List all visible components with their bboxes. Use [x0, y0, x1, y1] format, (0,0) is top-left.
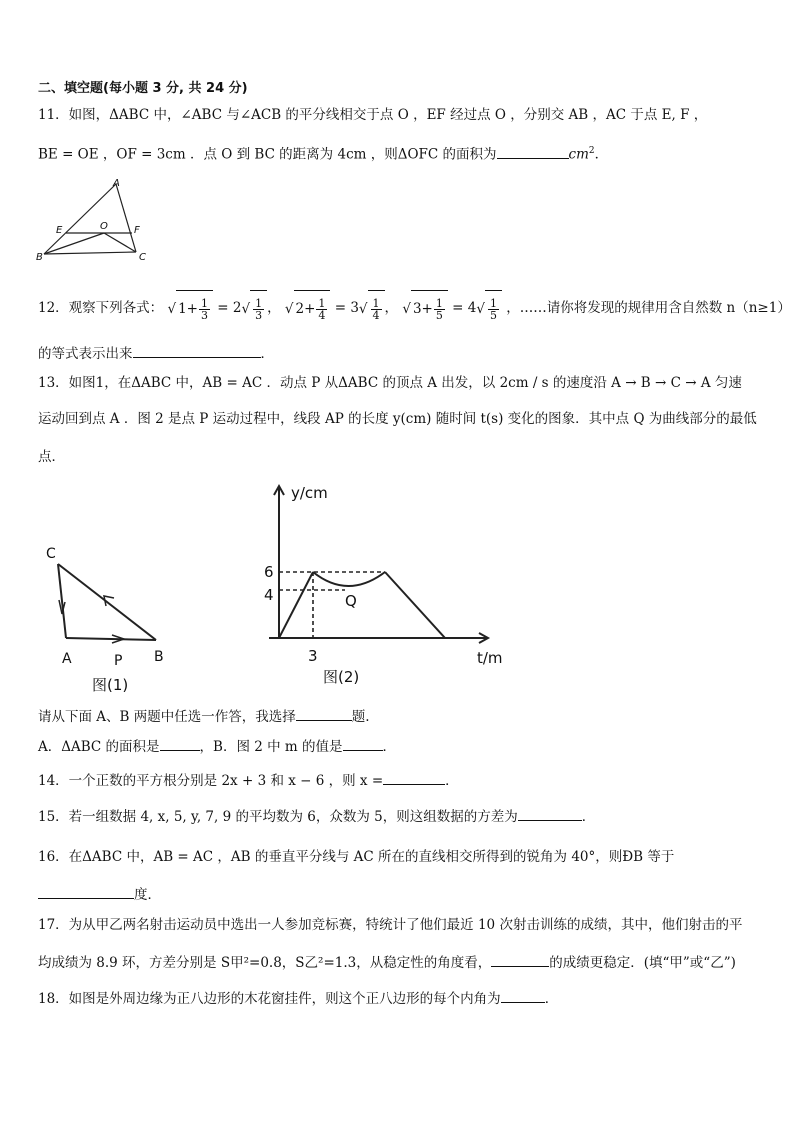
- q12-e3-den: 5: [435, 309, 443, 322]
- q13-option-b-end: ．: [382, 739, 397, 755]
- fig2-caption: 图(2): [323, 668, 360, 686]
- q15-answer-blank[interactable]: [518, 806, 582, 821]
- q14-answer-blank[interactable]: [383, 770, 445, 785]
- q12-e3-a: 3+: [412, 301, 433, 317]
- q13-option-a: A．ΔABC 的面积是: [38, 739, 160, 755]
- fig1-label-p: P: [114, 653, 123, 669]
- fig2-tick-4: 4: [264, 586, 274, 604]
- q12-e2-den2: 4: [372, 309, 380, 322]
- q13-option-b: ，B．图 2 中 m 的值是: [199, 739, 343, 755]
- q18-line: [38, 988, 558, 1008]
- q12-e1-a: 1+: [178, 301, 198, 317]
- q11-label-c: C: [139, 252, 146, 263]
- fig1-label-b: B: [154, 649, 164, 665]
- q12-e3-den2: 5: [489, 309, 497, 322]
- q13-figure-1: [40, 540, 190, 700]
- fig2-falling-segment: [385, 572, 445, 638]
- fig1-side-ab: [66, 638, 156, 640]
- q13-line1: 13．如图1，在ΔABC 中，AB = AC ．动点 P 从ΔABC 的顶点 A 出发，以 2cm / s 的速度沿 A → B → C → A 匀速: [38, 375, 742, 391]
- q11-end: ．: [594, 146, 609, 163]
- q11-unit: cm: [568, 146, 589, 163]
- q16-end: 度．: [134, 887, 161, 903]
- q12-e2-a: 2+: [295, 301, 316, 317]
- q12-line2-text: 的等式表示出来: [38, 346, 133, 362]
- q12-e2-eq: = 3: [334, 300, 359, 316]
- q14-line: [38, 770, 459, 790]
- fig2-x-label: t/m: [477, 649, 503, 667]
- q11-line2: [38, 142, 608, 164]
- q13-choose-text: 请从下面 A、B 两题中任选一作答，我选择: [38, 709, 296, 725]
- q13-option-a-blank[interactable]: [160, 736, 200, 751]
- fig1-side-bc: [58, 564, 156, 640]
- q17-line2: [38, 952, 736, 972]
- q11-label-f: F: [134, 225, 140, 236]
- q12-e1-den: 3: [201, 309, 208, 322]
- q13-choose-end: 题.: [351, 709, 370, 725]
- fig1-label-a: A: [62, 651, 72, 667]
- q18-answer-blank[interactable]: [501, 988, 545, 1003]
- q12-line2: [38, 343, 274, 363]
- q11-triangle-figure: [36, 178, 156, 268]
- q16-answer-blank[interactable]: [38, 884, 134, 899]
- q12-expr-1: √ 1+ $\frac{1}{3}$ = 2√ $\frac{1}{3}$ ，: [167, 300, 284, 316]
- q15-text: 15．若一组数据 4, x, 5, y, 7, 9 的平均数为 6，众数为 5，则这组数据的方差为: [38, 809, 518, 825]
- q11-unit-exp: 2: [588, 146, 595, 156]
- q17-end: 的成绩更稳定．(填“甲”或“乙”): [549, 955, 736, 971]
- q12-e3-num2: 1: [489, 297, 497, 310]
- q17-line2-text: 均成绩为 8.9 环，方差分别是 S甲²=0.8，S乙²=1.3，从稳定性的角度看，: [38, 955, 492, 971]
- fig1-caption: 图(1): [92, 676, 129, 694]
- q11-line1: 11．如图，ΔABC 中，∠ABC 与∠ACB 的平分线相交于点 O ，EF 经过点 O ，分别交 AB ，AC 于点 E, F ，: [38, 107, 708, 123]
- q11-label-a: A: [113, 178, 120, 189]
- q12-end: ．: [260, 346, 274, 362]
- q13-options-line: [38, 736, 396, 756]
- q12-prefix: 12．观察下列各式：: [38, 300, 164, 316]
- q12-e1-eq: = 2: [217, 300, 242, 316]
- q13-option-b-blank[interactable]: [343, 736, 383, 751]
- fig2-tick-3: 3: [308, 647, 318, 665]
- q12-e2-den: 4: [318, 309, 326, 322]
- q13-choose-line: [38, 706, 370, 726]
- q12-expr-3: √ 3+ $\frac{1}{5}$ = 4√ $\frac{1}{5}$: [402, 300, 506, 316]
- q12-e1-num2: 1: [255, 297, 263, 310]
- fig2-y-label: y/cm: [291, 484, 328, 502]
- q12-e3-eq: = 4: [452, 300, 477, 316]
- q12-suffix: ，……请你将发现的规律用含自然数 n（n≥1）: [506, 300, 791, 316]
- q14-end: ．: [445, 773, 459, 789]
- q12-e2-num2: 1: [372, 297, 380, 310]
- q15-end: ．: [581, 809, 596, 825]
- q16-line2: [38, 884, 161, 904]
- q11-side-bc: [44, 252, 136, 254]
- q12-answer-blank[interactable]: [133, 343, 261, 358]
- fig2-tick-6: 6: [264, 563, 274, 581]
- q13-figure-2: [255, 478, 515, 693]
- q11-bisector-bo: [44, 233, 104, 254]
- q13-line2: 运动回到点 A ．图 2 是点 P 运动过程中，线段 AP 的长度 y(cm) 随时间 t(s) 变化的图象．其中点 Q 为曲线部分的最低: [38, 411, 757, 427]
- q12-expr-2: √ 2+ $\frac{1}{4}$ = 3√ $\frac{1}{4}$ ，: [285, 300, 402, 316]
- q15-line: [38, 806, 595, 826]
- q12-e2-num: 1: [318, 297, 326, 310]
- q14-text: 14．一个正数的平方根分别是 2x + 3 和 x − 6 ，则 x =: [38, 773, 384, 789]
- q17-line1: 17．为从甲乙两名射击运动员中选出一人参加竞标赛，特统计了他们最近 10 次射击训练的成绩，其中，他们射击的平: [38, 917, 743, 933]
- fig1-label-c: C: [46, 546, 56, 562]
- q13-choose-blank[interactable]: [296, 706, 352, 721]
- q11-line2-text: BE = OE ，OF = 3cm ．点 O 到 BC 的距离为 4cm ，则ΔOFC 的面积为: [38, 146, 497, 163]
- q12-e1-den2: 3: [255, 309, 263, 322]
- fig2-curve: [313, 572, 385, 586]
- q13-line3: 点．: [38, 449, 65, 465]
- q12-e3-num: 1: [435, 297, 443, 310]
- section-title: 二、填空题(每小题 3 分, 共 24 分): [38, 81, 248, 96]
- q11-label-o: O: [100, 221, 108, 232]
- q18-text: 18．如图是外周边缘为正八边形的木花窗挂件，则这个正八边形的每个内角为: [38, 991, 501, 1007]
- q12-line1: [38, 290, 791, 326]
- fig2-label-q: Q: [345, 592, 357, 610]
- q18-end: ．: [544, 991, 559, 1007]
- q17-answer-blank[interactable]: [491, 952, 549, 967]
- q11-label-e: E: [56, 225, 63, 236]
- fig2-rising-segment: [279, 572, 313, 638]
- q11-answer-blank[interactable]: [497, 144, 569, 159]
- q12-e1-num: 1: [201, 297, 208, 310]
- q11-side-ab: [44, 184, 116, 254]
- q16-line1: 16．在ΔABC 中，AB = AC ，AB 的垂直平分线与 AC 所在的直线相交所得到的锐角为 40°，则ÐB 等于: [38, 849, 675, 865]
- q11-label-b: B: [36, 252, 43, 263]
